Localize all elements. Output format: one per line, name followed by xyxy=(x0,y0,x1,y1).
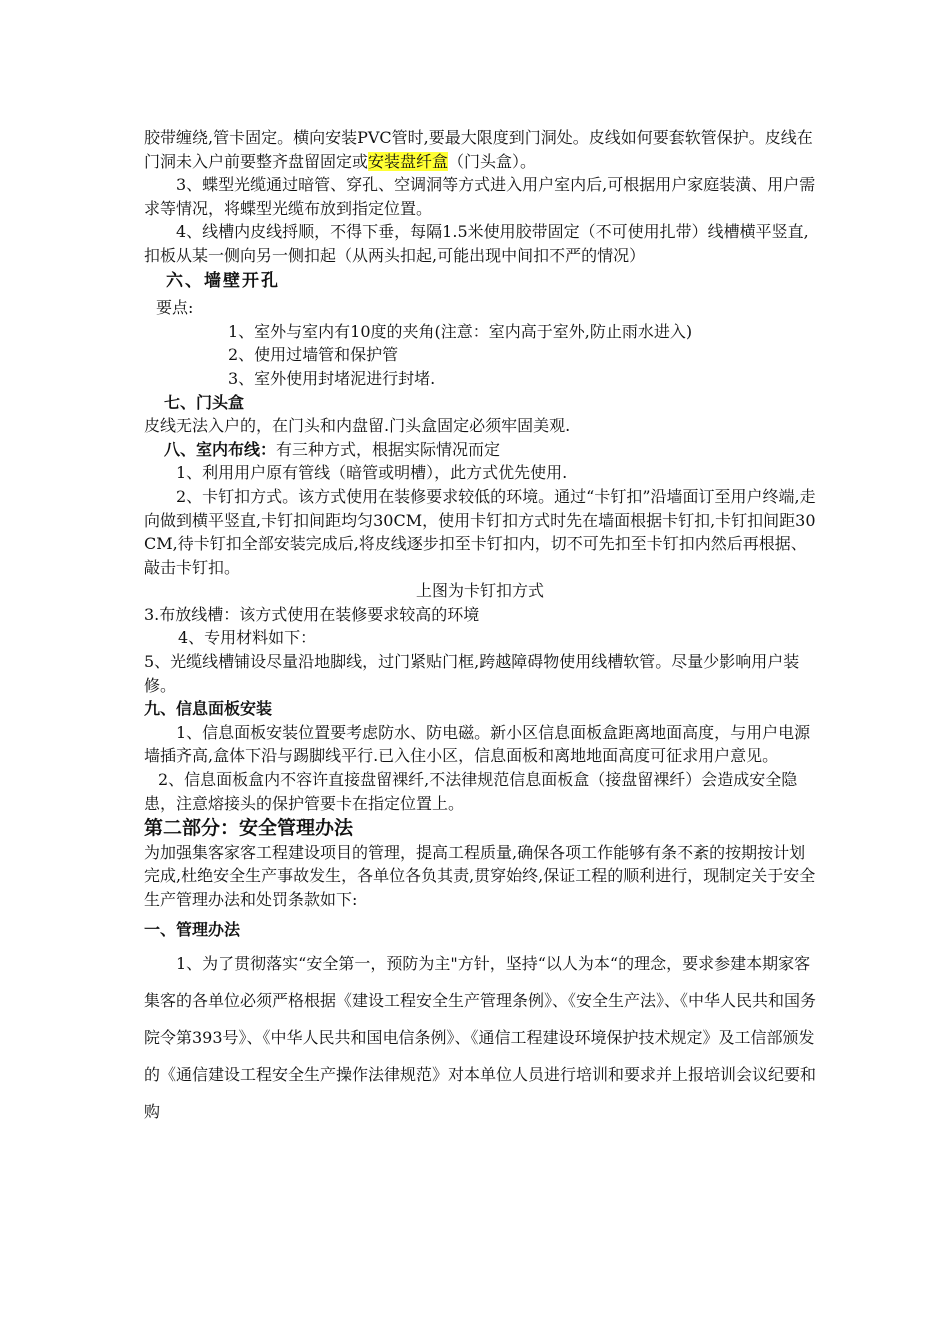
paragraph-intro: 为加强集客家客工程建设项目的管理，提高工程质量,确保各项工作能够有条不紊的按期按计划完成,杜绝安全生产事故发生，各单位各负其责,贯穿始终,保证工程的顺利进行，现制定关于安全生产管理办法和处罚条款如下: xyxy=(144,842,816,909)
paragraph-text: （门头盒）。 xyxy=(448,151,537,171)
heading-management: 一、管理办法 xyxy=(144,919,241,939)
paragraph-materials: 4、专用材料如下： xyxy=(178,628,317,648)
paragraph-nail-clip: 2、卡钉扣方式。该方式使用在装修要求较低的环境。通过“卡钉扣”沿墙面订至用户终端,走向做到横平竖直,卡钉扣间距均匀30CM，使用卡钉扣方式时先在墙面根据卡钉扣,卡钉扣间距30CM,待卡钉扣全部安装完成后,将皮线逐步扣至卡钉扣内，切不可先扣至卡钉扣内然后再根据、敲击卡钉扣。 xyxy=(144,486,816,577)
paragraph-existing-conduit: 1、利用用户原有管线（暗管或明槽），此方式优先使用. xyxy=(176,463,568,483)
list-item: 2、使用过墙管和保护管 xyxy=(228,345,399,365)
paragraph-door-box: 皮线无法入户的，在门头和内盘留.门头盒固定必须牢固美观. xyxy=(144,416,571,436)
paragraph-safety-policy: 1、为了贯彻落实“安全第一，预防为主"方针，坚持“以人为本“的理念，要求参建本期家客集客的各单位必须严格根据《建设工程安全生产管理条例》、《安全生产法》、《中华人民共和国务院令第393号》、《中华人民共和国电信条例》、《通信工程建设环境保护技术规定》及工信部颁发的《通信建设工程安全生产操作法律规范》对本单位人员进行培训和要求并上报培训会议纪要和购 xyxy=(144,954,817,1122)
heading-door-box: 七、门头盒 xyxy=(164,392,245,412)
paragraph-panel-position: 1、信息面板安装位置要考虑防水、防电磁。新小区信息面板盒距离地面高度，与用户电源墙插齐高,盒体下沿与踢脚线平行.已入住小区，信息面板和离地地面高度可征求用户意见。 xyxy=(144,722,811,766)
heading-wall-drilling: 六、墙壁开孔 xyxy=(166,270,280,291)
heading-text: 八、室内布线： xyxy=(164,439,277,459)
figure-caption: 上图为卡钉扣方式 xyxy=(415,581,544,601)
paragraph-panel-fiber: 2、信息面板盒内不容许直接盘留裸纤,不法律规范信息面板盒（接盘留裸纤）会造成安全隐患，注意熔接头的保护管要卡在指定位置上。 xyxy=(144,770,798,813)
paragraph-butterfly-cable: 3、蝶型光缆通过暗管、穿孔、空调洞等方式进入用户室内后,可根据用户家庭装潢、用户需求等情况，将蝶型光缆布放到指定位置。 xyxy=(144,175,816,218)
heading-info-panel: 九、信息面板安装 xyxy=(144,699,273,719)
paragraph-text: 胶带缠绕,管卡固定。横向安装PVC管时,要最大限度到门洞处。皮线如何要套软管保护。皮线在门洞未入户前要整齐盘留固定或 xyxy=(144,128,813,171)
heading-rest-text: 有三种方式，根据实际情况而定 xyxy=(276,439,501,459)
document-page xyxy=(144,126,816,1130)
paragraph-trunking-layout: 5、光缆线槽铺设尽量沿地脚线，过门紧贴门框,跨越障碍物使用线槽软管。尽量少影响用户装修。 xyxy=(144,652,800,695)
heading-part-two: 第二部分：安全管理办法 xyxy=(144,817,354,840)
paragraph-cable-fixing xyxy=(144,126,816,173)
paragraph-trunking-method: 3.布放线槽：该方式使用在装修要求较高的环境 xyxy=(144,604,480,624)
heading-indoor-wiring xyxy=(144,438,816,462)
paragraph-trunking: 4、线槽内皮线捋顺，不得下垂，每隔1.5米使用胶带固定（不可使用扎带）线槽横平竖直,扣板从某一侧向另一侧扣起（从两头扣起,可能出现中间扣不严的情况） xyxy=(144,222,809,265)
label-key-points: 要点: xyxy=(156,298,194,318)
highlighted-text: 安装盘纤盒 xyxy=(368,151,449,171)
list-item: 1、室外与室内有10度的夹角(注意：室内高于室外,防止雨水进入) xyxy=(228,321,693,341)
list-item: 3、室外使用封堵泥进行封堵. xyxy=(228,368,436,388)
